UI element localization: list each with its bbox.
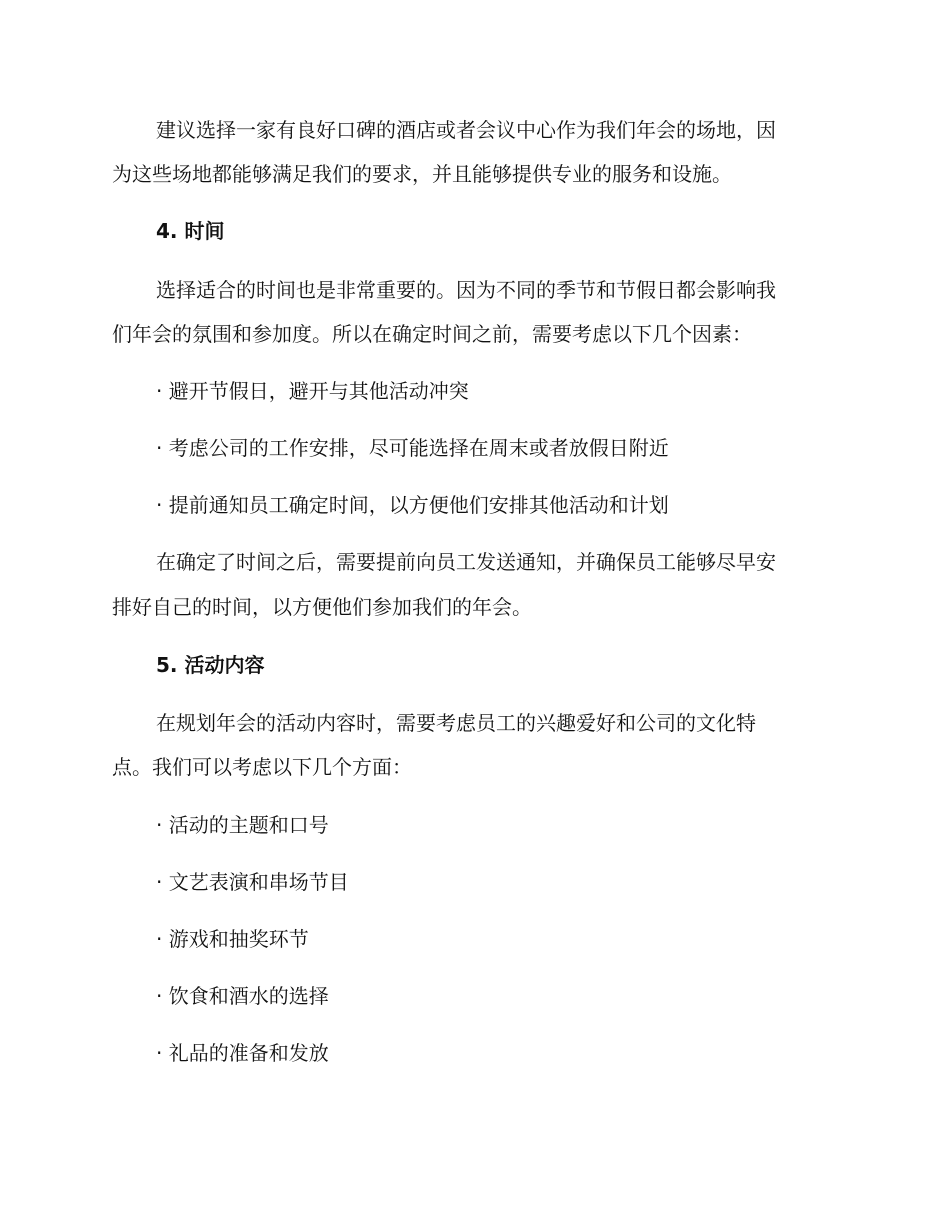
paragraph-activities-line-1: 在规划年会的活动内容时，需要考虑员工的兴趣爱好和公司的文化特: [156, 711, 756, 735]
paragraph-activities-line-2: 点。我们可以考虑以下几个方面：: [112, 755, 412, 779]
bullet-item-time-3: · 提前通知员工确定时间，以方便他们安排其他活动和计划: [156, 493, 669, 517]
bullet-item-activity-4: · 饮食和酒水的选择: [156, 984, 329, 1008]
paragraph-notice-line-1: 在确定了时间之后，需要提前向员工发送通知，并确保员工能够尽早安: [156, 550, 776, 574]
bullet-item-activity-3: · 游戏和抽奖环节: [156, 927, 309, 951]
section-heading-time: 4. 时间: [156, 219, 225, 243]
bullet-item-activity-2: · 文艺表演和串场节目: [156, 870, 349, 894]
section-heading-activities: 5. 活动内容: [156, 653, 265, 677]
paragraph-time-line-2: 们年会的氛围和参加度。所以在确定时间之前，需要考虑以下几个因素：: [112, 322, 752, 346]
bullet-item-time-2: · 考虑公司的工作安排，尽可能选择在周末或者放假日附近: [156, 436, 669, 460]
paragraph-notice-line-2: 排好自己的时间，以方便他们参加我们的年会。: [112, 595, 532, 619]
bullet-item-activity-5: · 礼品的准备和发放: [156, 1041, 329, 1065]
paragraph-time-line-1: 选择适合的时间也是非常重要的。因为不同的季节和节假日都会影响我: [156, 278, 776, 302]
bullet-item-time-1: · 避开节假日，避开与其他活动冲突: [156, 379, 469, 403]
paragraph-venue-line-1: 建议选择一家有良好口碑的酒店或者会议中心作为我们年会的场地，因: [156, 118, 776, 142]
paragraph-venue-line-2: 为这些场地都能够满足我们的要求，并且能够提供专业的服务和设施。: [112, 162, 732, 186]
bullet-item-activity-1: · 活动的主题和口号: [156, 813, 329, 837]
